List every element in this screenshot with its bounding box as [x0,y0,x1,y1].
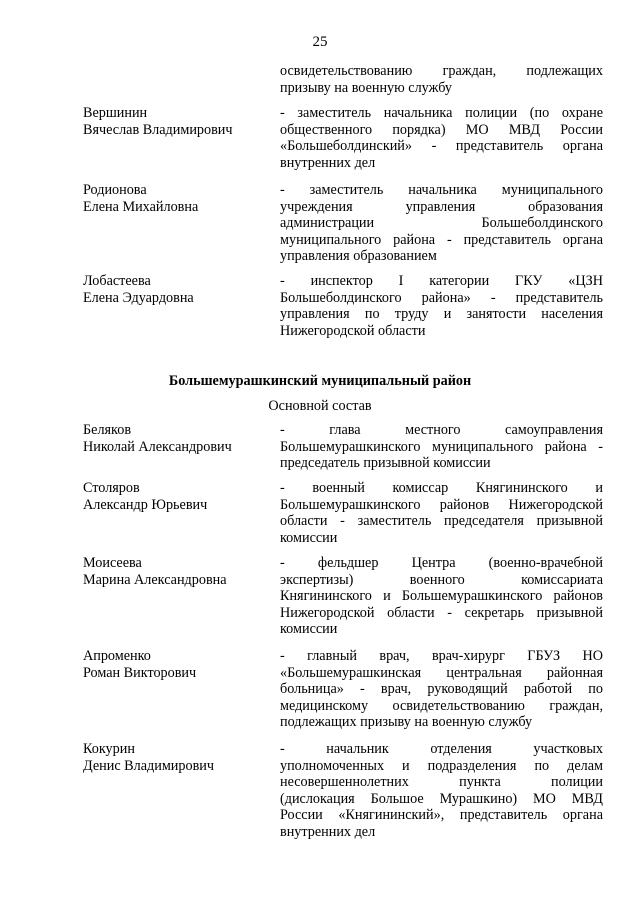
role-line: - заместитель начальника муниципального [280,182,603,198]
member-given-names: Денис Владимирович [83,757,215,774]
member-name [83,480,273,513]
role-line: больница» - врач, руководящий работой по [280,681,603,698]
member-surname: Беляков [83,422,132,438]
continuation-line: призыву на военную службу [280,79,452,96]
member-given-names: Роман Викторович [83,664,197,681]
member-surname: Моисеева [83,555,142,571]
member-name [83,422,273,455]
role-line: экспертизы) военного комиссариата [280,571,603,588]
member-given-names: Николай Александрович [83,438,232,455]
member-surname: Столяров [83,480,140,496]
role-line: внутренних дел [280,154,376,171]
role-line: внутренних дел [280,823,376,840]
member-given-names: Елена Михайловна [83,198,199,215]
member-role [280,648,603,731]
role-line: Большемурашкинского муниципального района - [280,438,603,455]
role-line: управления по труду и занятости населения [280,306,603,323]
member-role [280,182,603,265]
member-given-names: Вячеслав Владимирович [83,121,233,138]
role-line: - фельдшер Центра (военно-врачебной [280,555,603,571]
role-line: - начальник отделения участковых [280,741,603,757]
member-surname: Родионова [83,182,147,198]
role-line: подлежащих призыву на военную службу [280,714,533,731]
role-line: области - заместитель председателя призывной [280,513,603,530]
role-line: комиссии [280,621,338,638]
member-name [83,555,273,588]
role-line: председатель призывной комиссии [280,455,491,472]
role-line: - военный комиссар Княгининского и [280,480,603,496]
member-given-names: Елена Эдуардовна [83,289,194,306]
member-name [83,741,273,774]
role-line: «Большемурашкинская центральная районная [280,664,603,681]
section-title: Большемурашкинский муниципальный район [168,373,472,389]
role-line: Нижегородской области - секретарь призывной [280,604,603,621]
member-role [280,555,603,638]
role-line: России «Княгининский», представитель органа [280,807,603,824]
continuation-text [280,63,603,96]
member-surname: Кокурин [83,741,135,757]
page-number: 25 [312,34,328,50]
role-line: - главный врач, врач-хирург ГБУЗ НО [280,648,603,664]
member-name [83,273,273,306]
member-role [280,422,603,472]
role-line: «Большеболдинский» - представитель органа [280,138,603,155]
member-role [280,273,603,339]
member-role [280,480,603,546]
member-name [83,648,273,681]
role-line: (дислокация Большое Мурашкино) МО МВД [280,790,603,807]
section-subtitle: Основной состав [268,398,372,414]
role-line: Княгининского и Большемурашкинского районов [280,588,603,605]
role-line: общественного порядка) МО МВД России [280,121,603,138]
role-line: несовершеннолетних пункта полиции [280,774,603,791]
role-line: муниципального района - представитель органа [280,231,603,248]
role-line: администрации Большеболдинского [280,215,603,232]
member-role [280,105,603,171]
role-line: Большеболдинского района» - представитель [280,289,603,306]
role-line: - глава местного самоуправления [280,422,603,438]
role-line: уполномоченных и подразделения по делам [280,757,603,774]
role-line: управления образованием [280,248,437,265]
role-line: комиссии [280,529,338,546]
member-given-names: Александр Юрьевич [83,496,208,513]
member-surname: Вершинин [83,105,148,121]
member-name [83,182,273,215]
member-surname: Апроменко [83,648,151,664]
member-role [280,741,603,841]
member-given-names: Марина Александровна [83,571,227,588]
role-line: Большемурашкинского районов Нижегородской [280,496,603,513]
role-line: медицинскому освидетельствованию граждан, [280,697,603,714]
role-line: - инспектор I категории ГКУ «ЦЗН [280,273,603,289]
member-name [83,105,273,138]
member-surname: Лобастеева [83,273,151,289]
role-line: - заместитель начальника полиции (по охране [280,105,603,121]
role-line: учреждения управления образования [280,198,603,215]
role-line: Нижегородской области [280,322,426,339]
continuation-line: освидетельствованию граждан, подлежащих [280,63,603,79]
